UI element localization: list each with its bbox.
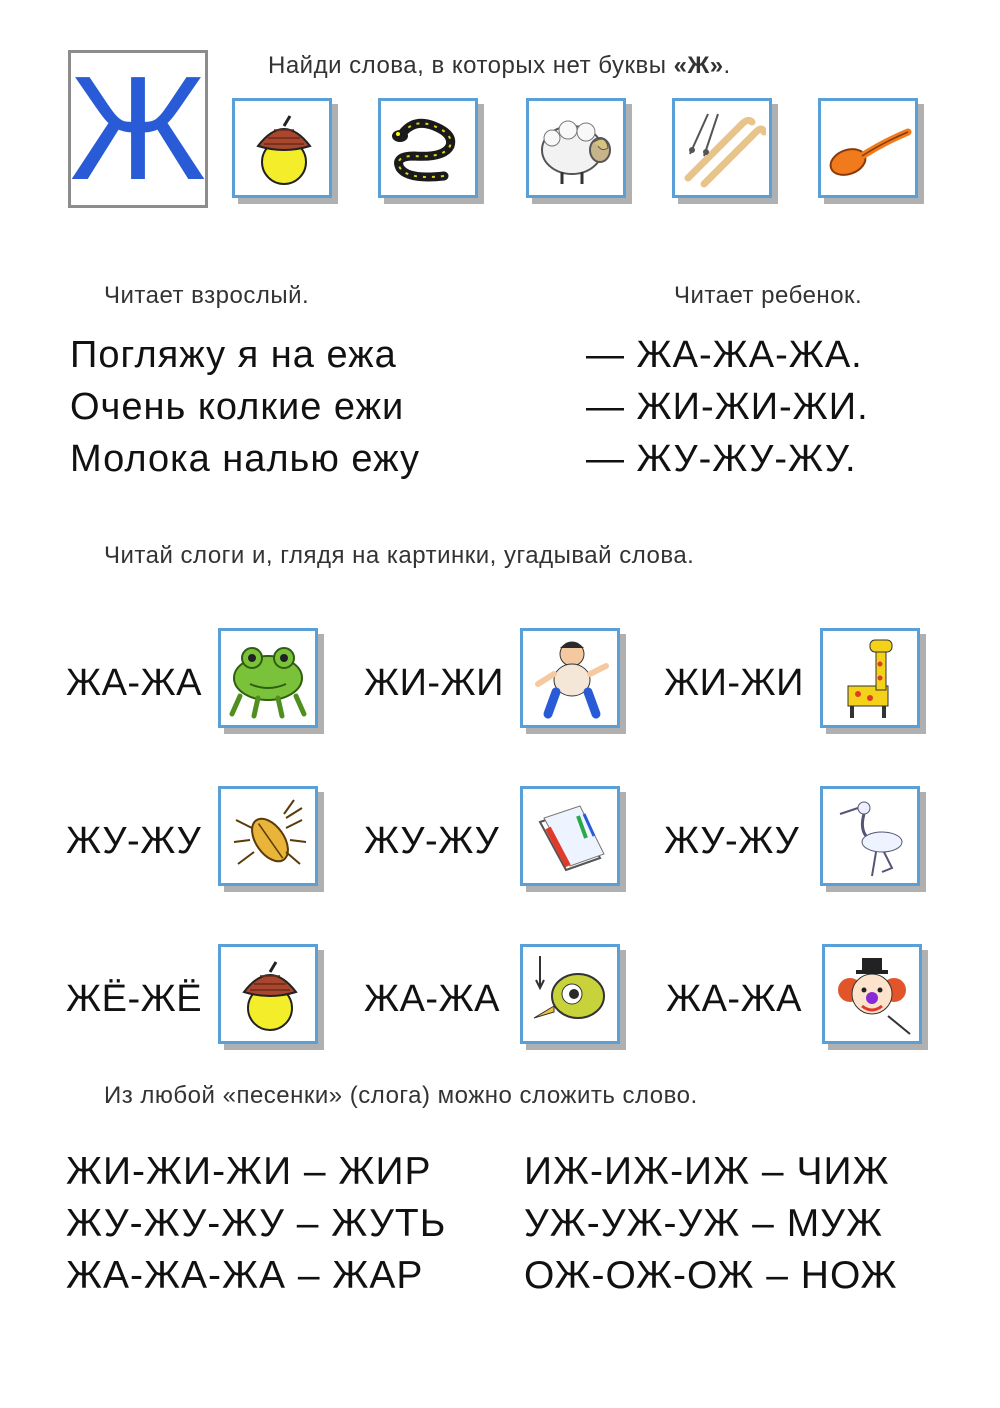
word-line: ЖА-ЖА-ЖА – ЖАР (66, 1254, 424, 1297)
card-spoon[interactable] (818, 98, 918, 198)
word-line: ЖИ-ЖИ-ЖИ – ЖИР (66, 1150, 432, 1193)
syllable-label: ЖЁ-ЖЁ (66, 978, 203, 1020)
big-letter: Ж (69, 46, 207, 211)
card-giraffe[interactable] (820, 628, 920, 728)
word-line: УЖ-УЖ-УЖ – МУЖ (524, 1202, 883, 1245)
card-beetle[interactable] (218, 786, 318, 886)
word-line: ОЖ-ОЖ-ОЖ – НОЖ (524, 1254, 898, 1297)
syllable-label: ЖИ-ЖИ (364, 662, 504, 704)
snake-icon (384, 104, 472, 192)
syllable-label: ЖА-ЖА (66, 662, 203, 704)
card-hedgehog[interactable] (520, 944, 620, 1044)
word-line: ИЖ-ИЖ-ИЖ – ЧИЖ (524, 1150, 890, 1193)
card-acorn-2[interactable] (218, 944, 318, 1044)
acorn-icon (224, 950, 312, 1038)
clown-icon (828, 950, 916, 1038)
card-magazine[interactable] (520, 786, 620, 886)
card-skis[interactable] (672, 98, 772, 198)
task1-text: Найди слова, в которых нет буквы (268, 52, 674, 79)
verse-adult-line: Очень колкие ежи (70, 386, 405, 428)
frog-icon (224, 634, 312, 722)
card-snake[interactable] (378, 98, 478, 198)
card-frog[interactable] (218, 628, 318, 728)
task2-instruction: Читай слоги и, глядя на картинки, угадывай слова. (104, 542, 695, 569)
verse-adult-line: Молока налью ежу (70, 438, 420, 480)
card-fat-boy[interactable] (520, 628, 620, 728)
syllable-label: ЖУ-ЖУ (664, 820, 800, 862)
task3-instruction: Из любой «песенки» (слога) можно сложить слово. (104, 1082, 698, 1109)
giraffe-icon (826, 634, 914, 722)
syllable-label: ЖИ-ЖИ (664, 662, 804, 704)
syllable-label: ЖА-ЖА (666, 978, 803, 1020)
card-clown[interactable] (822, 944, 922, 1044)
acorn-icon (238, 104, 326, 192)
magazine-icon (526, 792, 614, 880)
card-sheep[interactable] (526, 98, 626, 198)
beetle-icon (224, 792, 312, 880)
syllable-label: ЖУ-ЖУ (66, 820, 202, 862)
big-letter-box (68, 46, 208, 211)
verse-adult-line: Погляжу я на ежа (70, 334, 397, 376)
task1-bold: «Ж» (673, 52, 724, 79)
task1-instruction (268, 52, 731, 80)
sheep-icon (532, 104, 620, 192)
crane-bird-icon (826, 792, 914, 880)
spoon-icon (824, 104, 912, 192)
word-line: ЖУ-ЖУ-ЖУ – ЖУТЬ (66, 1202, 447, 1245)
hedgehog-icon (526, 950, 614, 1038)
verse-child-line: — ЖА-ЖА-ЖА. (586, 334, 863, 376)
verse-child-line: — ЖИ-ЖИ-ЖИ. (586, 386, 869, 428)
syllable-label: ЖУ-ЖУ (364, 820, 500, 862)
fat-boy-icon (526, 634, 614, 722)
skis-icon (678, 104, 766, 192)
syllable-label: ЖА-ЖА (364, 978, 501, 1020)
verse-child-line: — ЖУ-ЖУ-ЖУ. (586, 438, 857, 480)
card-acorn[interactable] (232, 98, 332, 198)
adult-label: Читает взрослый. (104, 282, 310, 309)
task1-end: . (723, 52, 731, 79)
card-crane-bird[interactable] (820, 786, 920, 886)
child-label: Читает ребенок. (674, 282, 863, 309)
